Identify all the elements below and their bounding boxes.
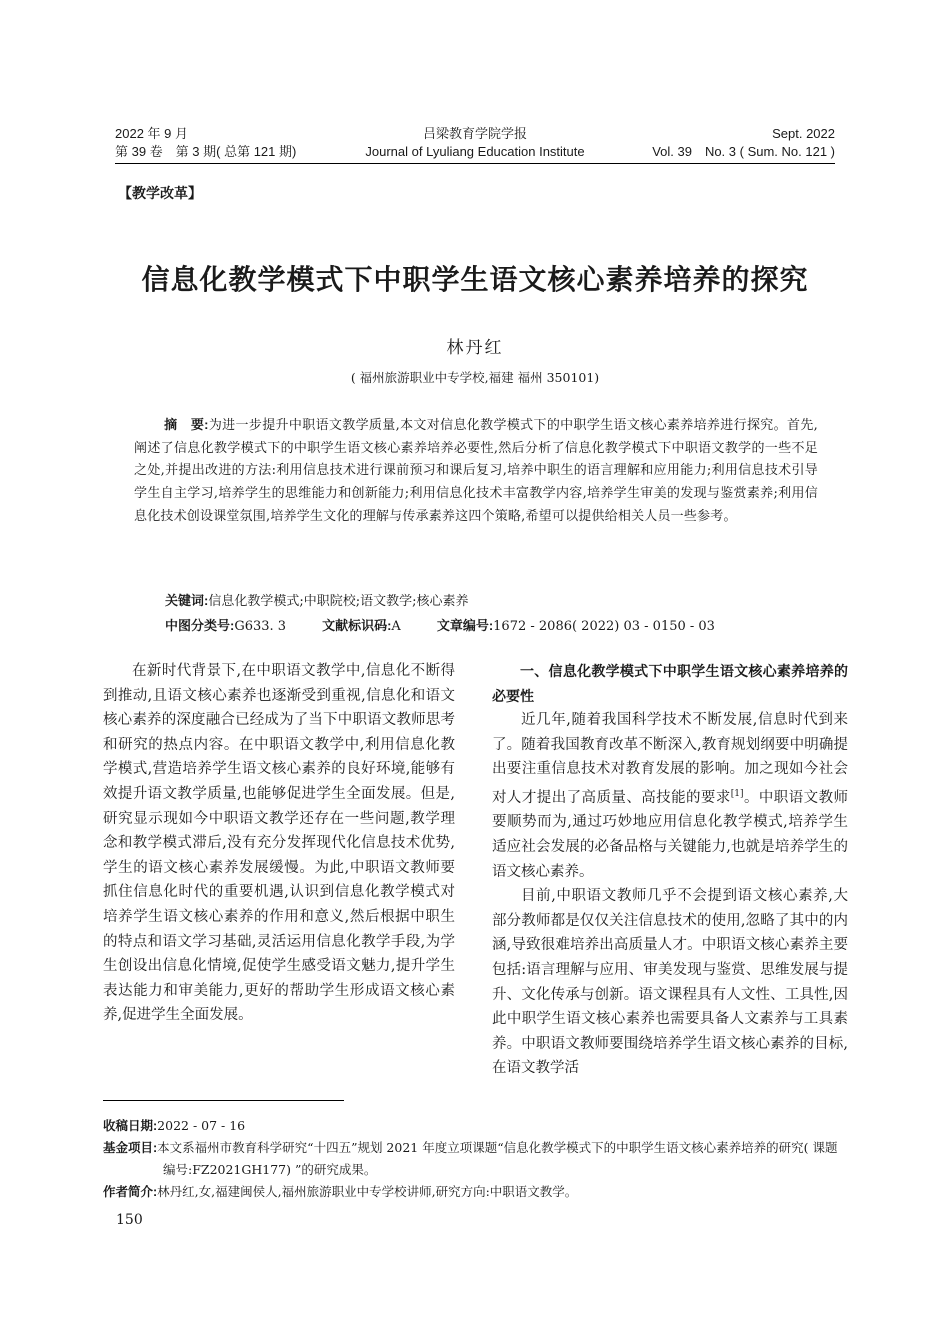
header-journal-cn: 吕梁教育学院学报 — [422, 126, 527, 141]
page-number: 150 — [116, 1212, 143, 1228]
fund-note — [103, 1137, 849, 1181]
author-name: 林丹红 — [446, 338, 504, 358]
header-date-cn: 2022 年 9 月 — [115, 126, 188, 141]
article-title: 信息化教学模式下中职学生语文核心素养培养的探究 — [141, 264, 809, 295]
section-heading: 一、信息化教学模式下中职学生语文核心素养培养的必要性 — [492, 663, 848, 704]
abstract-label: 摘 要: — [164, 417, 209, 432]
keywords-text: 信息化教学模式;中职院校;语文教学;核心素养 — [208, 594, 469, 609]
doc-code-label: 文献标识码: — [322, 618, 392, 633]
paragraph-text: 。中职语文教师要顺势而为,通过巧妙地应用信息化教学模式,培养学生适应社会发展的必备品格与关键能力,也就是培养学生的语文核心素养。 — [492, 789, 848, 880]
fund-label: 基金项目: — [103, 1141, 158, 1155]
bio-label: 作者简介: — [103, 1185, 158, 1199]
clc-label: 中图分类号: — [165, 618, 235, 633]
received-label: 收稿日期: — [103, 1119, 158, 1133]
keywords-label: 关键词: — [165, 593, 209, 608]
column-tag: 【教学改革】 — [118, 185, 202, 201]
body-left-column — [103, 659, 455, 1028]
abstract — [134, 414, 818, 529]
doc-code-value: A — [391, 619, 401, 634]
running-header — [115, 125, 835, 161]
bio-text: 林丹红,女,福建闽侯人,福州旅游职业中专学校讲师,研究方向:中职语文教学。 — [157, 1184, 578, 1199]
received-date-note — [103, 1115, 849, 1137]
header-volume-en: Vol. 39 No. 3 ( Sum. No. 121 ) — [652, 144, 835, 159]
article-no-label: 文章编号: — [436, 618, 494, 633]
header-divider — [115, 163, 835, 164]
footnotes — [103, 1115, 849, 1203]
body-paragraph: 目前,中职语文教师几乎不会提到语文核心素养,大部分教师都是仅仅关注信息技术的使用,忽略了其中的内涵,导致很难培养出高质量人才。中职语文核心素养主要包括:语言理解与应用、审美发现与鉴赏、思维发展与提升、文化传承与创新。语文课程具有人文性、工具性,因此中职学生语文核心素养也需要具备人文素养与工具素养。中职语文教师要围绕培养学生语文核心素养的目标,在语文教学活 — [492, 888, 848, 1077]
classification-line — [165, 615, 715, 634]
article-no-value: 1672 - 2086( 2022) 03 - 0150 - 03 — [493, 619, 715, 634]
footnote-rule — [103, 1100, 344, 1101]
clc-value: G633. 3 — [234, 619, 287, 634]
author-affiliation: ( 福州旅游职业中专学校,福建 福州 350101) — [350, 370, 600, 385]
abstract-text: 为进一步提升中职语文教学质量,本文对信息化教学模式下的中职学生语文核心素养培养进行探究。首先,阐述了信息化教学模式下的中职学生语文核心素养培养必要性,然后分析了信息化教学模式下中职语文教学的一些不足之处,并提出改进的方法:利用信息技术进行课前预习和课后复习,培养中职生的语言理解和应用能力;利用信息技术引导学生自主学习,培养学生的思维能力和创新能力;利用信息化技术丰富教学内容,培养学生审美的发现与鉴赏素养;利用信息化技术创设课堂氛围,培养学生文化的理解与传承素养这四个策略,希望可以提供给相关人员一些参考。 — [134, 418, 818, 524]
header-journal-en: Journal of Lyuliang Education Institute — [365, 144, 585, 159]
body-paragraph — [492, 708, 848, 884]
header-date-en: Sept. 2022 — [772, 126, 835, 141]
author-bio-note — [103, 1181, 849, 1203]
intro-paragraph: 在新时代背景下,在中职语文教学中,信息化不断得到推动,且语文核心素养也逐渐受到重视,信息化和语文核心素养的深度融合已经成为了当下中职语文教师思考和研究的热点内容。在中职语文教学中,利用信息化教学模式,营造培养学生语文核心素养的良好环境,能够有效提升语文教学质量,也能够促进学生全面发展。但是,研究显示现如今中职语文教学还存在一些问题,教学理念和教学模式滞后,没有充分发挥现代化信息技术优势,学生的语文核心素养发展缓慢。为此,中职语文教师要抓住信息化时代的重要机遇,认识到信息化教学模式对培养学生语文核心素养的作用和意义,然后根据中职生的特点和语文学习基础,灵活运用信息化教学手段,为学生创设出信息化情境,促使学生感受语文魅力,提升学生表达能力和审美能力,更好的帮助学生形成语文核心素养,促进学生全面发展。 — [103, 663, 455, 1024]
paragraph-text: 近几年,随着我国科学技术不断发展,信息时代到来了。随着我国教育改革不断深入,教育规划纲要中明确提出要注重信息技术对教育发展的影响。加之现如今社会对人才提出了高质量、高技能的要求 — [492, 712, 848, 806]
keywords — [165, 590, 468, 609]
received-date: 2022 - 07 - 16 — [157, 1118, 246, 1133]
citation-ref: [1] — [730, 788, 744, 799]
body-right-column — [492, 659, 848, 1081]
fund-text: 本文系福州市教育科学研究“十四五”规划 2021 年度立项课题“信息化教学模式下的中职学生语文核心素养培养的研究( 课题编号:FZ2021GH177) ”的研究成果。 — [157, 1140, 838, 1177]
header-volume-cn: 第 39 卷 第 3 期( 总第 121 期) — [115, 144, 297, 159]
